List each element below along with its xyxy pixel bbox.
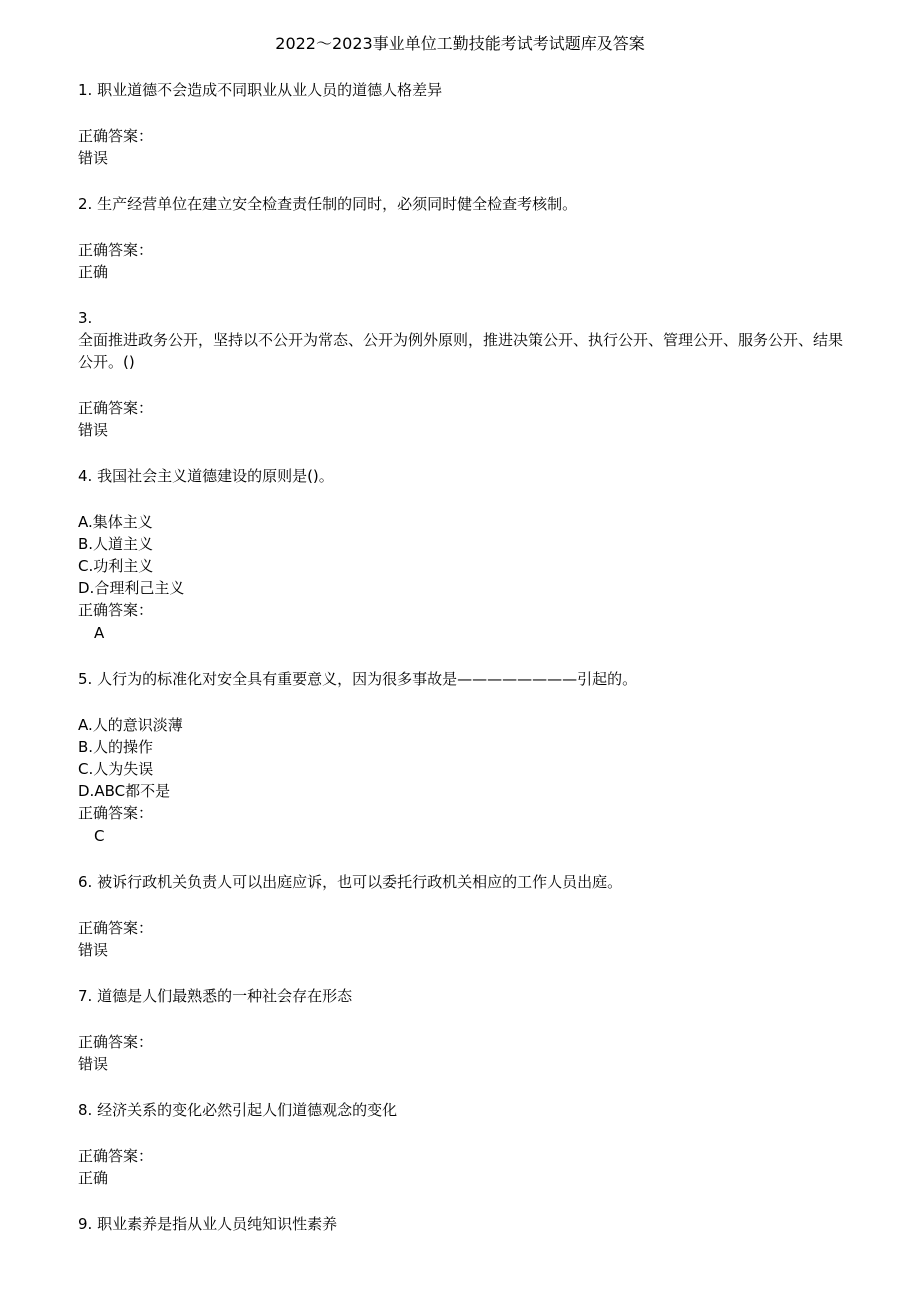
question-6-stem: 6. 被诉行政机关负责人可以出庭应诉，也可以委托行政机关相应的工作人员出庭。 [78,873,623,891]
question-2-stem: 2. 生产经营单位在建立安全检查责任制的同时，必须同时健全检查考核制。 [78,195,578,213]
question-9-stem: 9. 职业素养是指从业人员纯知识性素养 [78,1215,338,1233]
question-8-answer: 正确 [78,1169,109,1187]
question-5-option-d: D.ABC都不是 [78,782,171,800]
question-1-answer: 错误 [78,149,109,167]
question-5-answer-label: 正确答案： [78,804,154,822]
question-5-option-c: C.人为失误 [78,760,154,778]
question-5-option-a: A.人的意识淡薄 [78,716,183,734]
question-7-answer: 错误 [78,1055,109,1073]
question-3-stem: 全面推进政务公开，坚持以不公开为常态、公开为例外原则，推进决策公开、执行公开、管理公开、服务公开、结果公开。() [78,331,844,371]
question-5-answer: C [94,827,105,845]
question-8-answer-label: 正确答案： [78,1147,154,1165]
question-4-option-b: B.人道主义 [78,535,154,553]
question-7-stem: 7. 道德是人们最熟悉的一种社会存在形态 [78,987,353,1005]
question-4-stem: 4. 我国社会主义道德建设的原则是()。 [78,467,334,485]
question-2-answer-label: 正确答案： [78,241,154,259]
question-4-answer-label: 正确答案： [78,601,154,619]
document-title: 2022～2023事业单位工勤技能考试考试题库及答案 [275,34,645,53]
question-6-answer-label: 正确答案： [78,919,154,937]
question-5-option-b: B.人的操作 [78,738,154,756]
question-4-answer: A [94,624,105,642]
question-8-stem: 8. 经济关系的变化必然引起人们道德观念的变化 [78,1101,398,1119]
question-3-number: 3. [78,309,93,327]
question-4-option-c: C.功利主义 [78,557,154,575]
question-7-answer-label: 正确答案： [78,1033,154,1051]
question-3-answer-label: 正确答案： [78,399,154,417]
question-4-option-a: A.集体主义 [78,513,153,531]
question-2-answer: 正确 [78,263,109,281]
question-1-stem: 1. 职业道德不会造成不同职业从业人员的道德人格差异 [78,81,443,99]
question-4-option-d: D.合理利己主义 [78,579,185,597]
question-1-answer-label: 正确答案： [78,127,154,145]
question-3-answer: 错误 [78,421,109,439]
question-6-answer: 错误 [78,941,109,959]
question-5-stem: 5. 人行为的标准化对安全具有重要意义，因为很多事故是————————引起的。 [78,670,638,688]
